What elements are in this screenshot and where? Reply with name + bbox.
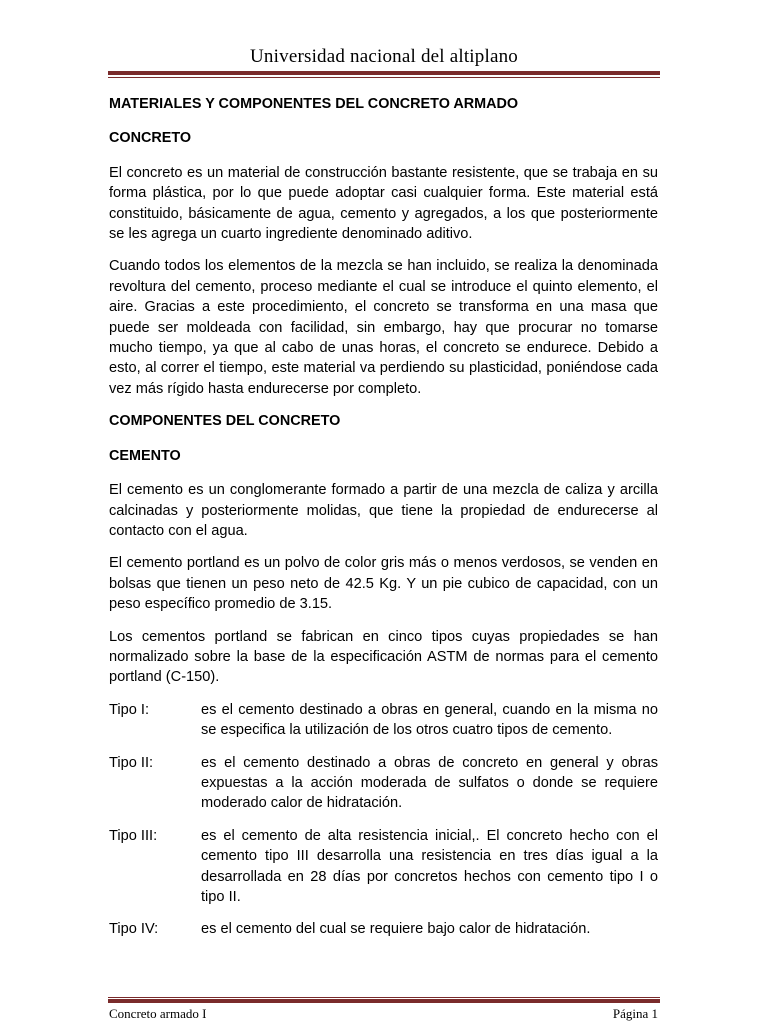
section-heading-concreto: CONCRETO xyxy=(109,130,192,147)
footer-rule-thick xyxy=(108,999,660,1003)
cement-type-label: Tipo IV: xyxy=(109,921,159,938)
header-rule-thick xyxy=(108,71,660,75)
cement-type-label: Tipo III: xyxy=(109,827,158,844)
header-rule-thin xyxy=(108,77,660,78)
cement-type-item xyxy=(109,753,658,814)
document-body xyxy=(109,94,658,952)
cement-type-label: Tipo I: xyxy=(109,701,150,718)
footer-rule-thin xyxy=(108,997,660,998)
section-heading-componentes: COMPONENTES DEL CONCRETO xyxy=(109,413,341,430)
page-header-title: Universidad nacional del altiplano xyxy=(250,46,518,67)
cement-type-description: es el cemento destinado a obras en general, cuando en la misma no se especifica la utilización de los otros cuatro tipos de cemento. xyxy=(201,701,658,739)
paragraph: El concreto es un material de construcción bastante resistente, que se trabaja en su forma plástica, por lo que puede adoptar casi cualquier forma. Este material está constituido, básicamente de agua, cemento y agregados, a los que posteriormente se les agrega un cuarto ingrediente denominado aditivo. xyxy=(109,164,658,243)
cement-type-description: es el cemento de alta resistencia inicial,. El concreto hecho con el cemento tipo III desarrolla una resistencia en tres días igual a la desarrollada en 28 días por concretos hechos con cemento tipo I o tipo II. xyxy=(201,827,658,905)
paragraph: Los cementos portland se fabrican en cinco tipos cuyas propiedades se han normalizado sobre la base de la especificación ASTM de normas para el cemento portland (C-150). xyxy=(109,628,658,686)
footer-page-number: Página 1 xyxy=(612,1006,658,1021)
cement-type-item xyxy=(109,919,658,939)
cement-type-item xyxy=(109,826,658,908)
paragraph: El cemento portland es un polvo de color gris más o menos verdosos, se venden en bolsas que tienen un peso neto de 42.5 Kg. Y un pie cubico de capacidad, con un peso específico promedio de 3.15. xyxy=(109,555,658,613)
document-title: MATERIALES Y COMPONENTES DEL CONCRETO ARMADO xyxy=(109,96,519,112)
footer-course-name: Concreto armado I xyxy=(109,1006,207,1021)
cement-type-description: es el cemento del cual se requiere bajo calor de hidratación. xyxy=(201,921,591,938)
cement-type-item xyxy=(109,700,658,741)
paragraph: El cemento es un conglomerante formado a partir de una mezcla de caliza y arcilla calcinadas y posteriormente molidas, que tiene la propiedad de endurecerse al contacto con el agua. xyxy=(109,482,658,539)
cement-type-description: es el cemento destinado a obras de concreto en general y obras expuestas a la acción moderada de sulfatos o donde se requiere moderado calor de hidratación. xyxy=(201,754,658,812)
section-heading-cemento: CEMENTO xyxy=(109,447,181,464)
paragraph: Cuando todos los elementos de la mezcla se han incluido, se realiza la denominada revoltura del cemento, proceso mediante el cual se introduce el quinto elemento, el aire. Gracias a este procedimiento, el concreto se transforma en una masa que puede ser moldeada con facilidad, sin embargo, hay que procurar no tomarse mucho tiempo, ya que al cabo de unas horas, el concreto se endurece. Debido a esto, al correr el tiempo, este material va perdiendo su plasticidad, poniéndose cada vez más rígido hasta endurecerse por completo. xyxy=(109,258,658,397)
cement-type-label: Tipo II: xyxy=(109,754,154,771)
